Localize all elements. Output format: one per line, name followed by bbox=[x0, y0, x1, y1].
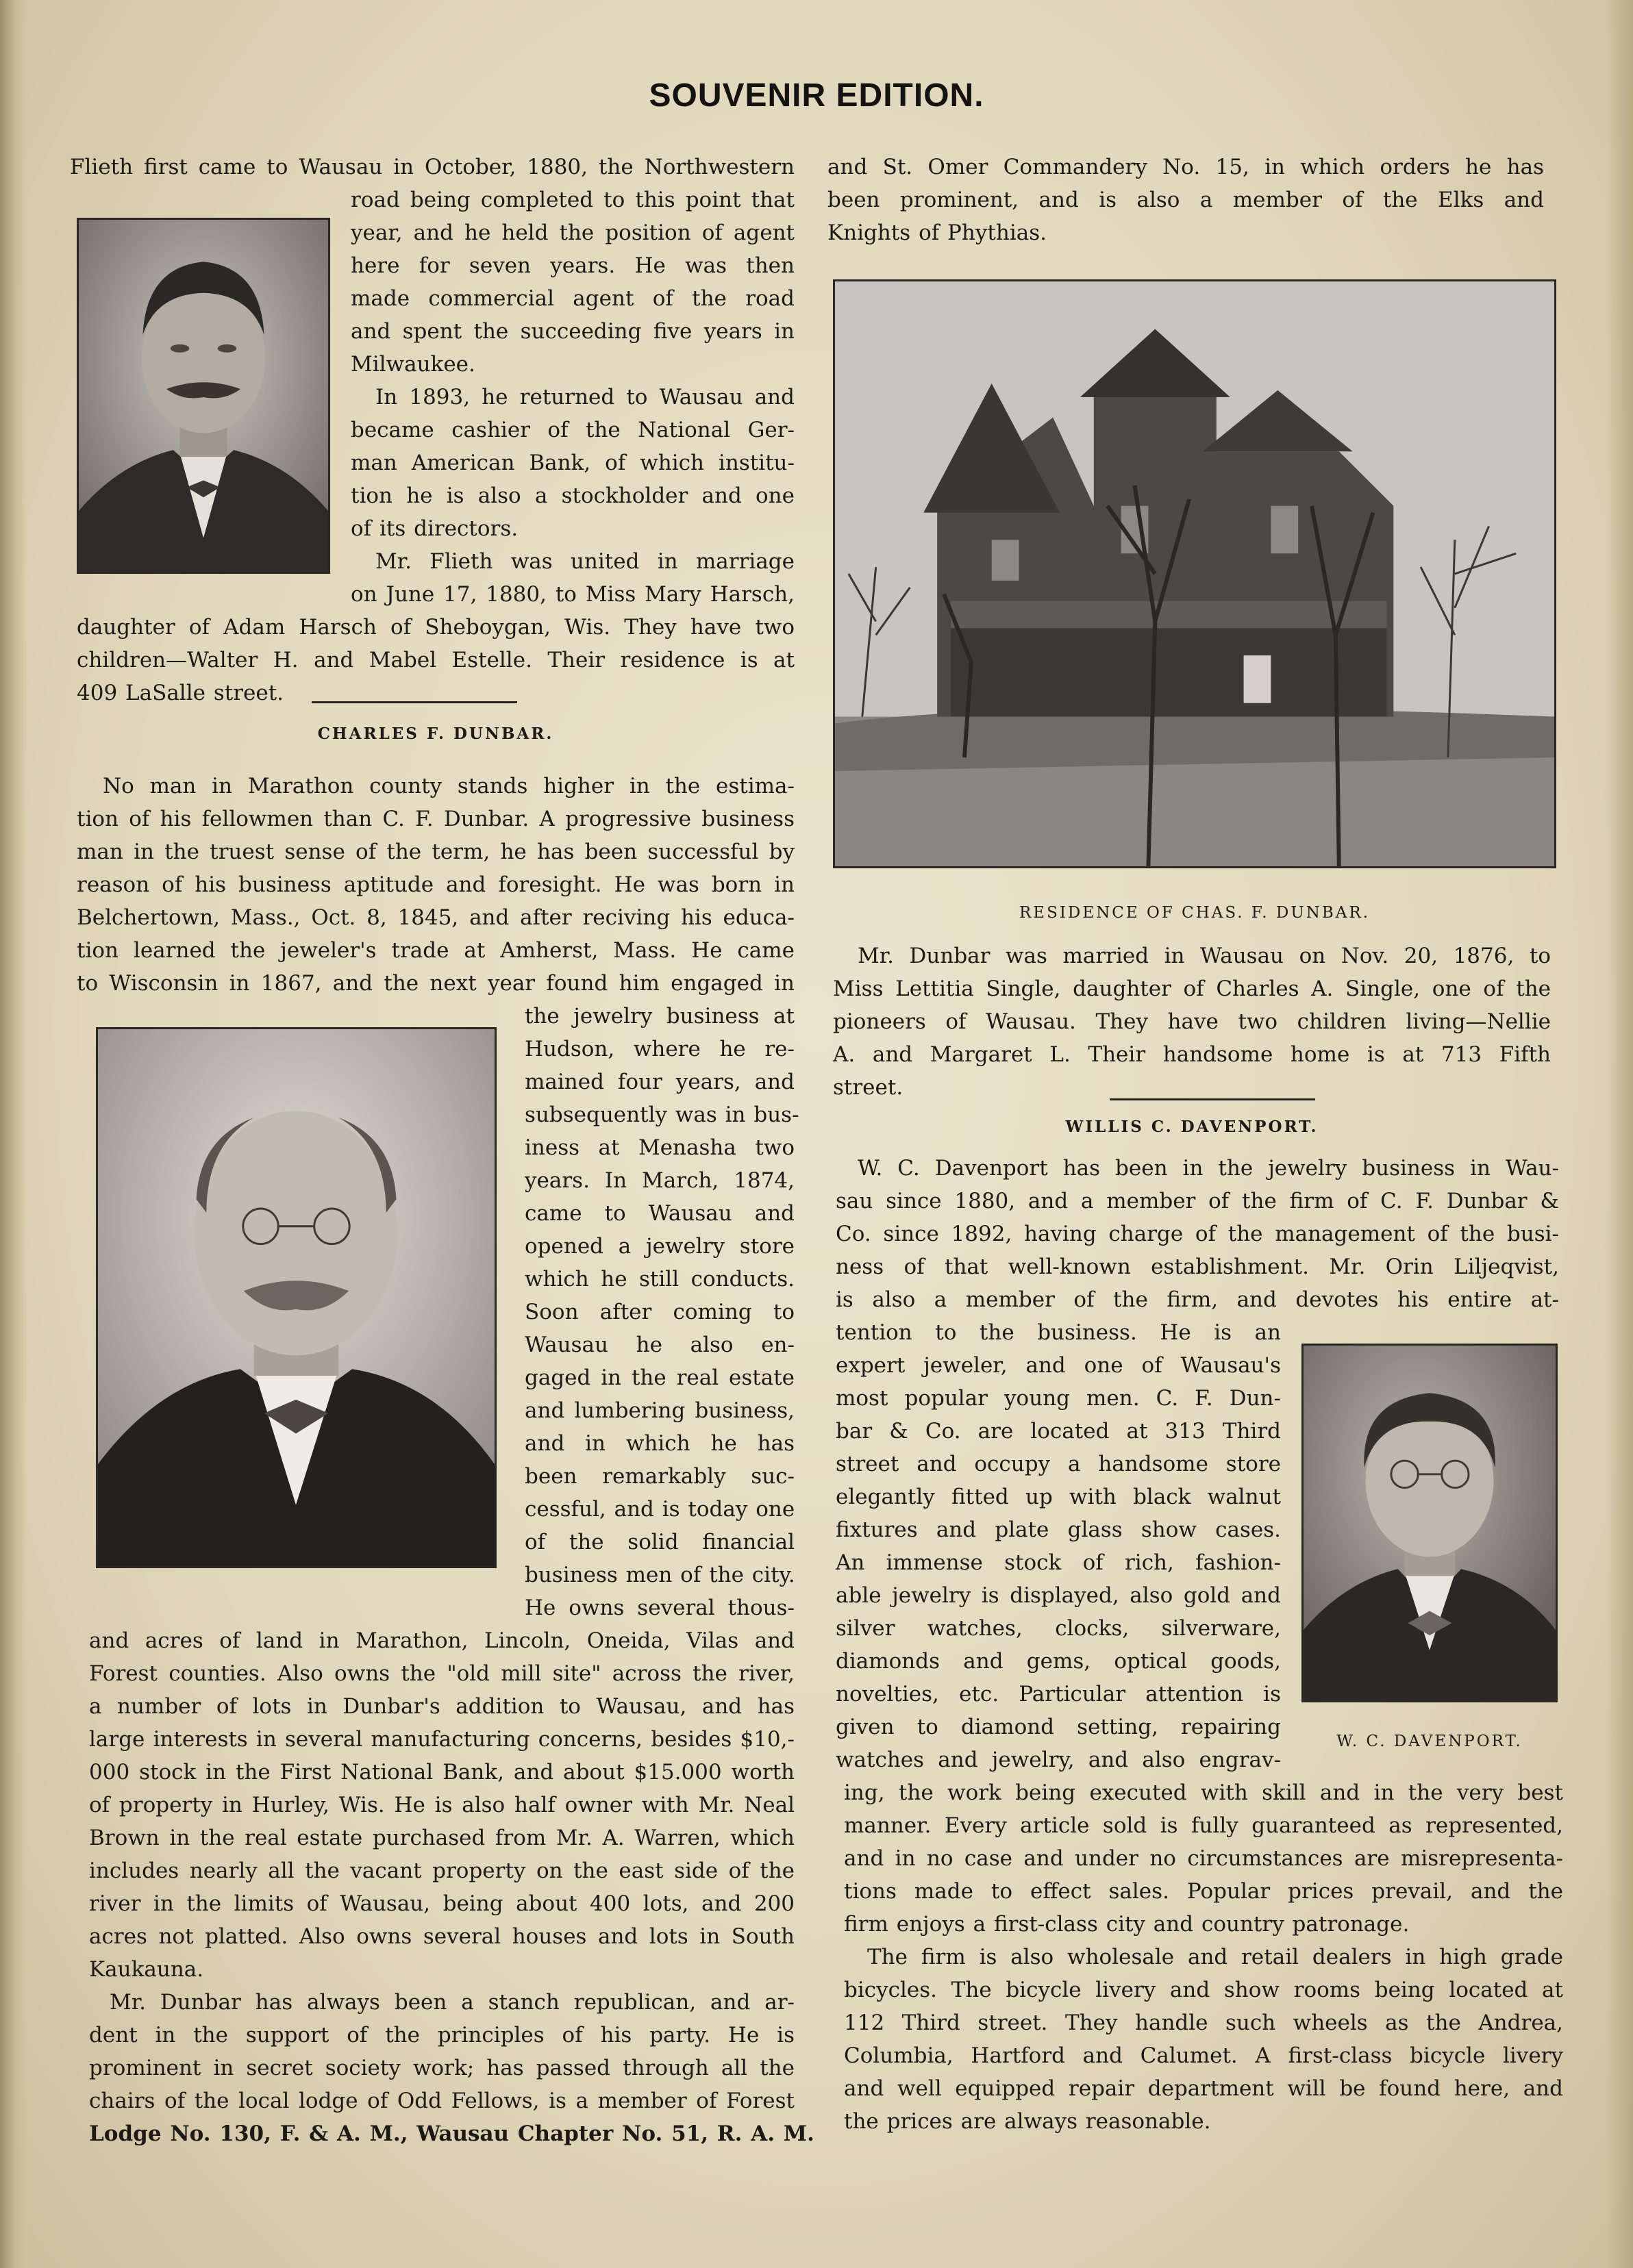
text-line: silver watches, clocks, silverware, bbox=[836, 1616, 1281, 1641]
text-line: of its directors. bbox=[351, 516, 519, 541]
text-line: man in the truest sense of the term, he has been successful by bbox=[77, 840, 795, 864]
text-line: river in the limits of Wausau, being about 400 lots, and 200 bbox=[89, 1891, 795, 1916]
text-line: iness at Menasha two bbox=[525, 1135, 795, 1160]
text-line: An immense stock of rich, fashion- bbox=[836, 1550, 1281, 1575]
text-line: year, and he held the position of agent bbox=[351, 220, 795, 245]
text-line: bar & Co. are located at 313 Third bbox=[836, 1419, 1281, 1444]
text-line: came to Wausau and bbox=[525, 1201, 795, 1226]
text-line: watches and jewelry, and also engrav- bbox=[836, 1748, 1281, 1772]
text-line: which he still conducts. bbox=[525, 1267, 795, 1292]
text-line: bicycles. The bicycle livery and show rooms being located at bbox=[844, 1978, 1563, 2002]
text-line: Lodge No. 130, F. & A. M., Wausau Chapter No. 51, R. A. M. bbox=[89, 2121, 814, 2146]
text-line: and acres of land in Marathon, Lincoln, Oneida, Vilas and bbox=[89, 1628, 795, 1653]
text-line: acres not platted. Also owns several houses and lots in South bbox=[89, 1924, 795, 1949]
residence-photo bbox=[833, 279, 1556, 868]
text-line: of the solid financial bbox=[525, 1530, 795, 1554]
text-line: been remarkably suc- bbox=[525, 1464, 795, 1489]
text-line: 409 LaSalle street. bbox=[77, 681, 284, 705]
section-heading-charles-dunbar: CHARLES F. DUNBAR. bbox=[317, 724, 554, 743]
text-line: tion of his fellowmen than C. F. Dunbar. A progressive business bbox=[77, 807, 795, 831]
page-spine-shadow bbox=[0, 0, 27, 2268]
page-edge-shadow bbox=[1606, 0, 1633, 2268]
text-line: on June 17, 1880, to Miss Mary Harsch, bbox=[351, 582, 795, 607]
davenport-portrait-photo bbox=[1301, 1344, 1558, 1702]
text-line: Mr. Dunbar was married in Wausau on Nov. 20, 1876, to bbox=[858, 944, 1551, 968]
text-line: and spent the succeeding five years in bbox=[351, 319, 795, 344]
text-line: prominent in secret society work; has passed through all the bbox=[89, 2056, 795, 2080]
residence-caption: RESIDENCE OF CHAS. F. DUNBAR. bbox=[1019, 904, 1371, 922]
text-line: street. bbox=[833, 1075, 903, 1100]
text-line: man American Bank, of which institu- bbox=[351, 451, 795, 475]
text-line: dent in the support of the principles of his party. He is bbox=[89, 2023, 795, 2048]
text-line: Hudson, where he re- bbox=[525, 1037, 795, 1061]
text-line: opened a jewelry store bbox=[525, 1234, 795, 1259]
text-line: elegantly fitted up with black walnut bbox=[836, 1485, 1281, 1509]
text-line: street and occupy a handsome store bbox=[836, 1452, 1281, 1476]
text-line: sau since 1880, and a member of the firm of C. F. Dunbar & bbox=[836, 1189, 1559, 1213]
text-line: given to diamond setting, repairing bbox=[836, 1715, 1281, 1739]
section-divider bbox=[312, 701, 517, 703]
text-line: cessful, and is today one bbox=[525, 1497, 795, 1522]
text-line: large interests in several manufacturing concerns, besides $10,- bbox=[89, 1727, 795, 1752]
text-line: most popular young men. C. F. Dun- bbox=[836, 1386, 1281, 1411]
text-line: Forest counties. Also owns the "old mill site" across the river, bbox=[89, 1661, 795, 1686]
text-line: chairs of the local lodge of Odd Fellows, is a member of Forest bbox=[89, 2089, 795, 2113]
text-line: is also a member of the firm, and devotes his entire at- bbox=[836, 1287, 1559, 1312]
text-line: to Wisconsin in 1867, and the next year found him engaged in bbox=[77, 971, 795, 996]
text-line: Mr. Dunbar has always been a stanch republican, and ar- bbox=[110, 1990, 795, 2015]
text-line: includes nearly all the vacant property on the east side of the bbox=[89, 1859, 795, 1883]
text-line: pioneers of Wausau. They have two children living—Nellie bbox=[833, 1009, 1551, 1034]
text-line: Flieth first came to Wausau in October, 1880, the Northwestern bbox=[70, 155, 795, 179]
text-line: became cashier of the National Ger- bbox=[351, 418, 795, 442]
text-line: Brown in the real estate purchased from Mr. A. Warren, which bbox=[89, 1826, 795, 1850]
text-line: No man in Marathon county stands higher in the estima- bbox=[103, 774, 795, 798]
text-line: Kaukauna. bbox=[89, 1957, 204, 1982]
text-line: expert jeweler, and one of Wausau's bbox=[836, 1353, 1281, 1378]
text-line: and St. Omer Commandery No. 15, in which orders he has bbox=[827, 155, 1544, 179]
text-line: ness of that well-known establishment. Mr. Orin Liljeqvist, bbox=[836, 1255, 1559, 1279]
text-line: Columbia, Hartford and Calumet. A first-class bicycle livery bbox=[844, 2043, 1563, 2068]
text-line: Co. since 1892, having charge of the management of the busi- bbox=[836, 1222, 1559, 1246]
text-line: and well equipped repair department will be found here, and bbox=[844, 2076, 1563, 2101]
section-heading-willis-davenport: WILLIS C. DAVENPORT. bbox=[1065, 1118, 1319, 1136]
text-line: the jewelry business at bbox=[525, 1004, 795, 1029]
charles-dunbar-portrait-photo bbox=[96, 1027, 497, 1568]
text-line: children—Walter H. and Mabel Estelle. Their residence is at bbox=[77, 648, 795, 672]
text-line: gaged in the real estate bbox=[525, 1365, 795, 1390]
text-line: manner. Every article sold is fully guaranteed as represented, bbox=[844, 1813, 1563, 1838]
text-line: and in no case and under no circumstances are misrepresenta- bbox=[844, 1846, 1563, 1871]
text-line: Knights of Phythias. bbox=[827, 220, 1047, 245]
text-line: of property in Hurley, Wis. He is also half owner with Mr. Neal bbox=[89, 1793, 795, 1817]
flieth-portrait-photo bbox=[77, 218, 330, 574]
text-line: In 1893, he returned to Wausau and bbox=[375, 385, 795, 410]
text-line: reason of his business aptitude and foresight. He was born in bbox=[77, 872, 795, 897]
davenport-caption: W. C. DAVENPORT. bbox=[1336, 1732, 1523, 1750]
text-line: He owns several thous- bbox=[525, 1596, 795, 1620]
text-line: firm enjoys a first-class city and country patronage. bbox=[844, 1912, 1410, 1937]
text-line: the prices are always reasonable. bbox=[844, 2109, 1211, 2134]
text-line: and lumbering business, bbox=[525, 1398, 795, 1423]
text-line: business men of the city. bbox=[525, 1563, 795, 1587]
text-line: novelties, etc. Particular attention is bbox=[836, 1682, 1281, 1706]
text-line: able jewelry is displayed, also gold and bbox=[836, 1583, 1281, 1608]
text-line: a number of lots in Dunbar's addition to Wausau, and has bbox=[89, 1694, 795, 1719]
text-line: been prominent, and is also a member of the Elks and bbox=[827, 188, 1544, 212]
text-line: diamonds and gems, optical goods, bbox=[836, 1649, 1281, 1674]
text-line: tion he is also a stockholder and one bbox=[351, 483, 795, 508]
text-line: fixtures and plate glass show cases. bbox=[836, 1517, 1281, 1542]
text-line: years. In March, 1874, bbox=[525, 1168, 795, 1193]
text-line: Wausau he also en- bbox=[525, 1333, 795, 1357]
text-line: subsequently was in bus- bbox=[525, 1102, 799, 1127]
text-line: The firm is also wholesale and retail dealers in high grade bbox=[867, 1945, 1563, 1969]
text-line: made commercial agent of the road bbox=[351, 286, 795, 311]
text-line: daughter of Adam Harsch of Sheboygan, Wis. They have two bbox=[77, 615, 795, 640]
section-divider bbox=[1110, 1098, 1315, 1100]
text-line: tions made to effect sales. Popular prices prevail, and the bbox=[844, 1879, 1563, 1904]
page-title: SOUVENIR EDITION. bbox=[649, 77, 984, 114]
text-line: 000 stock in the First National Bank, and about $15.000 worth bbox=[89, 1760, 795, 1785]
text-line: mained four years, and bbox=[525, 1070, 795, 1094]
text-line: W. C. Davenport has been in the jewelry business in Wau- bbox=[858, 1156, 1559, 1181]
text-line: here for seven years. He was then bbox=[351, 253, 795, 278]
text-line: Belchertown, Mass., Oct. 8, 1845, and after reciving his educa- bbox=[77, 905, 795, 930]
text-line: Milwaukee. bbox=[351, 352, 475, 377]
text-line: tention to the business. He is an bbox=[836, 1320, 1281, 1345]
text-line: 112 Third street. They handle such wheels as the Andrea, bbox=[844, 2011, 1563, 2035]
text-line: Miss Lettitia Single, daughter of Charles A. Single, one of the bbox=[833, 977, 1551, 1001]
text-line: Mr. Flieth was united in marriage bbox=[375, 549, 795, 574]
text-line: ing, the work being executed with skill and in the very best bbox=[844, 1780, 1563, 1805]
text-line: road being completed to this point that bbox=[351, 188, 795, 212]
text-line: A. and Margaret L. Their handsome home is at 713 Fifth bbox=[833, 1042, 1551, 1067]
text-line: tion learned the jeweler's trade at Amherst, Mass. He came bbox=[77, 938, 795, 963]
text-line: and in which he has bbox=[525, 1431, 795, 1456]
text-line: Soon after coming to bbox=[525, 1300, 795, 1324]
